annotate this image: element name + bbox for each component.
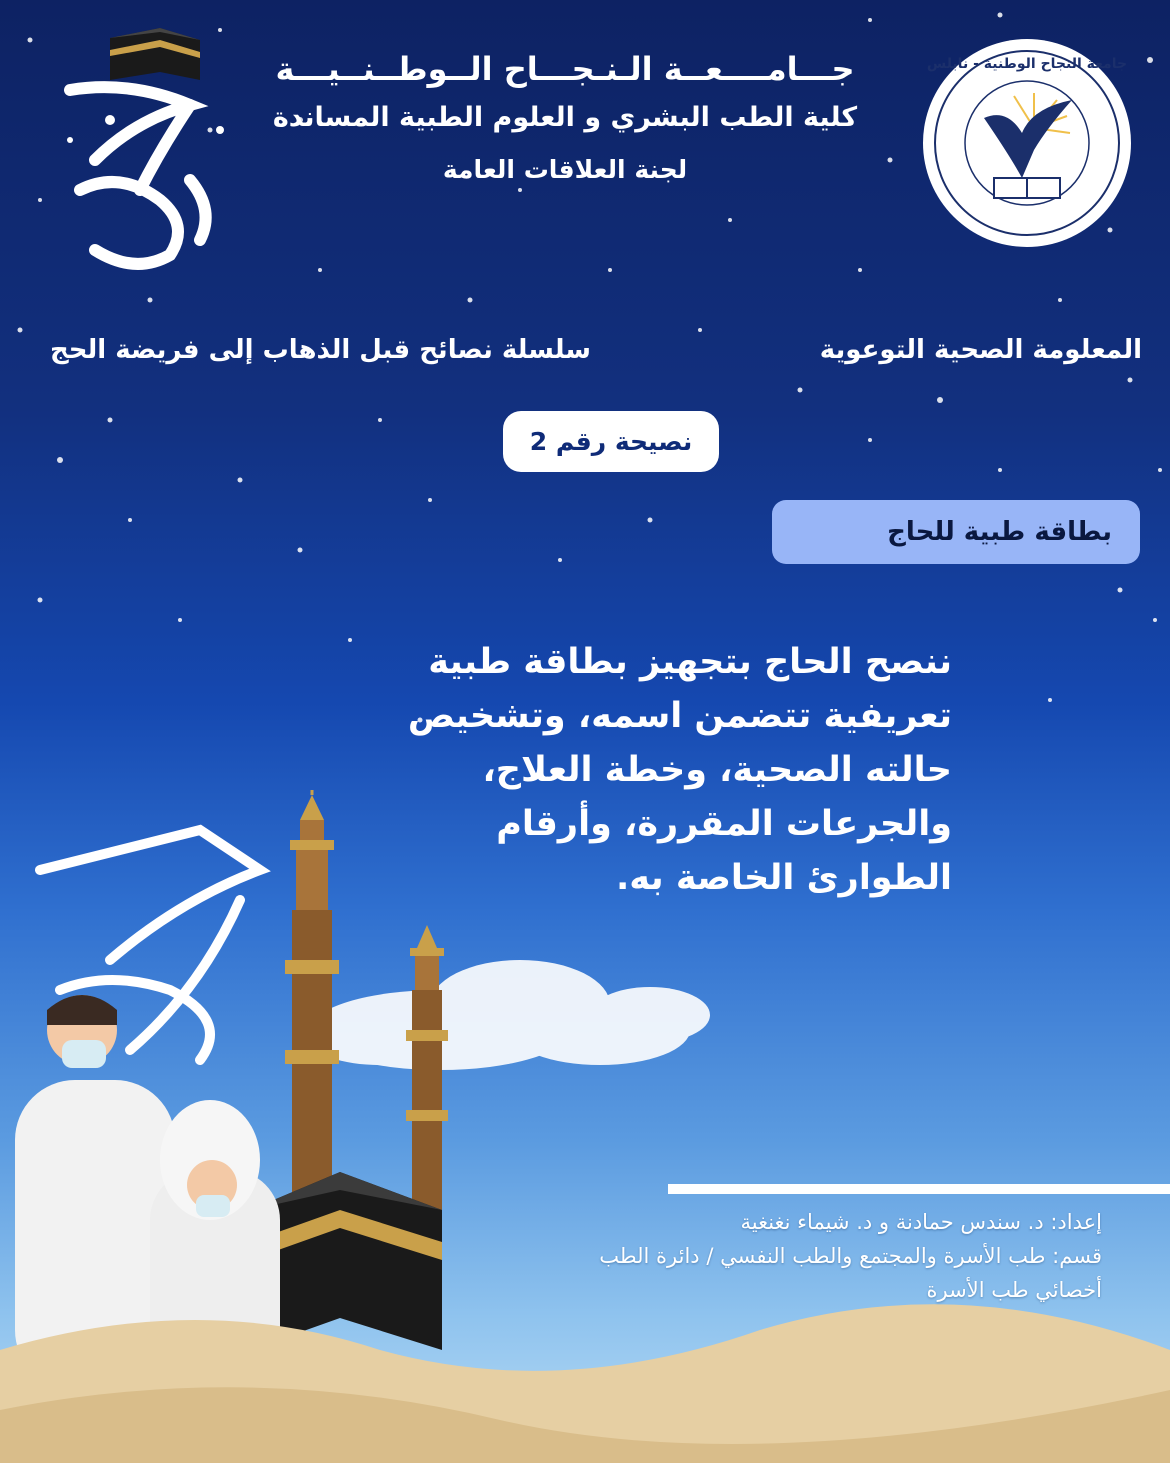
sand-dunes (0, 1304, 1170, 1463)
tip-body-line: تعريفية تتضمن اسمه، وتشخيص (407, 696, 952, 736)
minaret-icon (285, 790, 339, 1240)
logo-ring-text: جامعة النجاح الوطنية - نابلس (926, 56, 1128, 72)
credit-department: قسم: طب الأسرة والمجتمع والطب النفسي / دائرة الطب (599, 1244, 1102, 1268)
credit-prepared-by: إعداد: د. سندس حمادنة و د. شيماء نغنغية (740, 1210, 1102, 1234)
minaret-icon (406, 925, 448, 1240)
faculty-name: كلية الطب البشري و العلوم الطبية المساندة (272, 102, 858, 133)
tip-number-badge: نصيحة رقم 2 (503, 411, 719, 472)
tip-body-line: ننصح الحاج بتجهيز بطاقة طبية (428, 642, 952, 682)
cloud-icon (310, 960, 710, 1070)
kaaba-icon-small (110, 28, 200, 80)
series-label-right: المعلومة الصحية التوعوية (819, 335, 1142, 365)
credit-specialty: أخصائي طب الأسرة (926, 1278, 1102, 1302)
tip-body-line: الطوارئ الخاصة به. (616, 858, 952, 898)
hajj-calligraphy-top (40, 10, 240, 280)
divider-line (668, 1184, 1170, 1194)
university-logo (922, 38, 1132, 248)
tip-body-line: والجرعات المقررة، وأرقام (496, 804, 952, 844)
tip-title: بطاقة طبية للحاج (772, 500, 1140, 564)
credits (462, 1205, 1102, 1307)
committee-name: لجنة العلاقات العامة (442, 155, 688, 184)
hajj-illustration (0, 790, 1170, 1463)
tip-body-line: حالته الصحية، وخطة العلاج، (482, 750, 952, 790)
university-name: جـــامــــعــة الـنـجـــاح الــوطــنــيـــة (275, 50, 855, 88)
series-label-left: سلسلة نصائح قبل الذهاب إلى فريضة الحج (50, 335, 591, 365)
